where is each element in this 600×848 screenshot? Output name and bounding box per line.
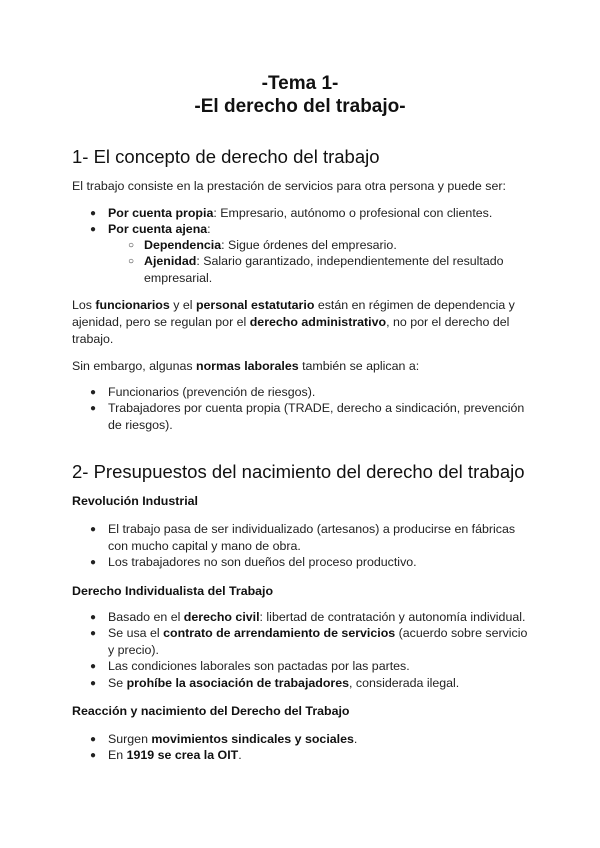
section-1-heading: 1- El concepto de derecho del trabajo (72, 146, 380, 167)
list-item: Se usa el contrato de arrendamiento de servicios (acuerdo sobre servicio y precio). (108, 626, 528, 657)
list-item: Trabajadores por cuenta propia (TRADE, derecho a sindicación, prevención de riesgos). (108, 401, 525, 432)
list-item: Por cuenta ajena: (108, 222, 211, 236)
list-item: Basado en el derecho civil: libertad de contratación y autonomía individual. (108, 610, 526, 624)
bullet-icon: ● (90, 661, 97, 672)
bullet-icon: ● (90, 557, 97, 568)
bullet-icon: ● (90, 387, 97, 398)
bullet-icon: ● (90, 612, 97, 623)
bullet-icon: ● (90, 403, 97, 414)
sub-bullet-icon: ○ (128, 240, 135, 251)
paragraph-normas: Sin embargo, algunas normas laborales también se aplican a: (72, 359, 420, 373)
list-item: Surgen movimientos sindicales y sociales. (108, 732, 358, 746)
bullet-icon: ● (90, 208, 97, 219)
subsection-heading: Derecho Individualista del Trabajo (72, 584, 274, 598)
list-item: Funcionarios (prevención de riesgos). (108, 385, 316, 399)
list-item: Las condiciones laborales son pactadas por las partes. (108, 659, 410, 673)
bullet-icon: ● (90, 750, 97, 761)
sub-list-item: Dependencia: Sigue órdenes del empresario. (144, 238, 397, 252)
bullet-icon: ● (90, 678, 97, 689)
sub-list-item: Ajenidad: Salario garantizado, independientemente del resultado empresarial. (144, 254, 504, 285)
bullet-icon: ● (90, 628, 97, 639)
sub-bullet-icon: ○ (128, 256, 135, 267)
subsection-heading: Reacción y nacimiento del Derecho del Trabajo (72, 704, 350, 718)
bullet-icon: ● (90, 524, 97, 535)
page-title: -Tema 1- (261, 73, 339, 94)
list-item: Se prohíbe la asociación de trabajadores, considerada ilegal. (108, 676, 460, 690)
bullet-icon: ● (90, 224, 97, 235)
page-subtitle: -El derecho del trabajo- (194, 96, 406, 117)
list-item: El trabajo pasa de ser individualizado (artesanos) a producirse en fábricas con mucho capital y mano de obra. (108, 522, 516, 553)
section-2-heading: 2- Presupuestos del nacimiento del derecho del trabajo (72, 461, 525, 482)
list-item: Por cuenta propia: Empresario, autónomo o profesional con clientes. (108, 206, 493, 220)
paragraph-funcionarios: Los funcionarios y el personal estatutario están en régimen de dependencia y ajenidad, pero se regulan por el derecho administrativo, no por el derecho del trabajo. (72, 298, 515, 346)
section-1-intro: El trabajo consiste en la prestación de servicios para otra persona y puede ser: (72, 179, 506, 193)
subsection-heading: Revolución Industrial (72, 494, 198, 508)
list-item: En 1919 se crea la OIT. (108, 748, 242, 762)
list-item: Los trabajadores no son dueños del proceso productivo. (108, 555, 417, 569)
bullet-icon: ● (90, 734, 97, 745)
